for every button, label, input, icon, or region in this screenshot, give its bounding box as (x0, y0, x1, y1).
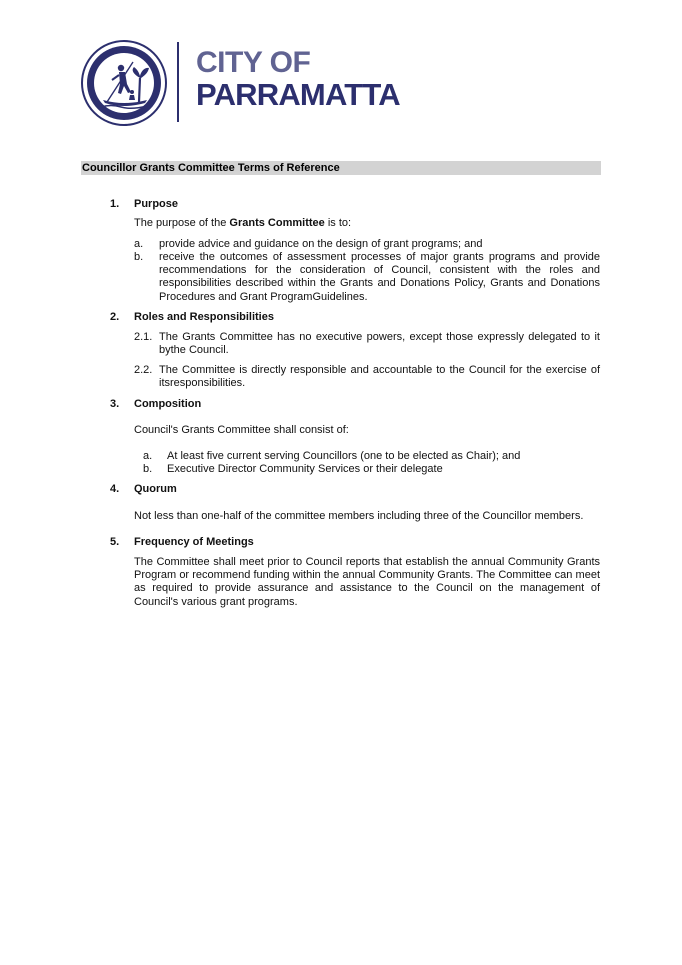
section-heading: Composition (134, 398, 202, 410)
list-item: The Grants Committee has no executive powers, except those expressly delegated to it bythe Council. (159, 331, 600, 357)
list-item: Executive Director Community Services or their delegate (167, 463, 443, 475)
section-number: 2. (110, 311, 120, 323)
section-number: 5. (110, 536, 120, 548)
section-heading: Roles and Responsibilities (134, 311, 274, 323)
city-seal-logo (81, 40, 167, 126)
wordmark-line-1: CITY OF (196, 46, 311, 79)
section-number: 3. (110, 398, 120, 410)
section-heading: Quorum (134, 483, 177, 495)
grants-committee-term: Grants Committee (229, 217, 325, 229)
list-marker: a. (134, 238, 144, 250)
list-marker: 2.1. (134, 331, 153, 343)
purpose-intro: The purpose of the Grants Committee is to: (134, 217, 352, 229)
list-marker: 2.2. (134, 364, 153, 376)
section-number: 1. (110, 198, 120, 210)
quorum-text: Not less than one-half of the committee members including three of the Councillor members. (134, 510, 584, 522)
section-heading: Frequency of Meetings (134, 536, 254, 548)
section-number: 4. (110, 483, 120, 495)
section-heading: Purpose (134, 198, 179, 210)
list-item: receive the outcomes of assessment processes of major grants programs and provide recommendations for the consideration of Council, consistent with the roles and responsibilities described within the Grants and Donations Policy, Grants and Donations Procedures and Grant ProgramGuidelines. (159, 251, 600, 303)
list-marker: a. (143, 450, 153, 462)
frequency-text: The Committee shall meet prior to Council reports that establish the annual Community Grants Program or recommend funding within the annual Community Grants. The Committee can meet as required to provide assurance and assistance to the Council on the management of Council's various grant programs. (134, 556, 600, 608)
list-item: The Committee is directly responsible and accountable to the Council for the exercise of itsresponsibilities. (159, 364, 600, 390)
wordmark-line-2: PARRAMATTA (196, 77, 400, 112)
document-title-bar (81, 161, 601, 175)
list-item: provide advice and guidance on the design of grant programs; and (159, 238, 483, 250)
list-item: At least five current serving Councillors (one to be elected as Chair); and (167, 450, 521, 462)
composition-intro: Council's Grants Committee shall consist of: (134, 424, 349, 436)
list-marker: b. (134, 251, 144, 263)
city-wordmark (196, 48, 400, 110)
logo-divider (177, 42, 179, 122)
list-marker: b. (143, 463, 153, 475)
document-title: Councillor Grants Committee Terms of Reference (82, 162, 340, 174)
